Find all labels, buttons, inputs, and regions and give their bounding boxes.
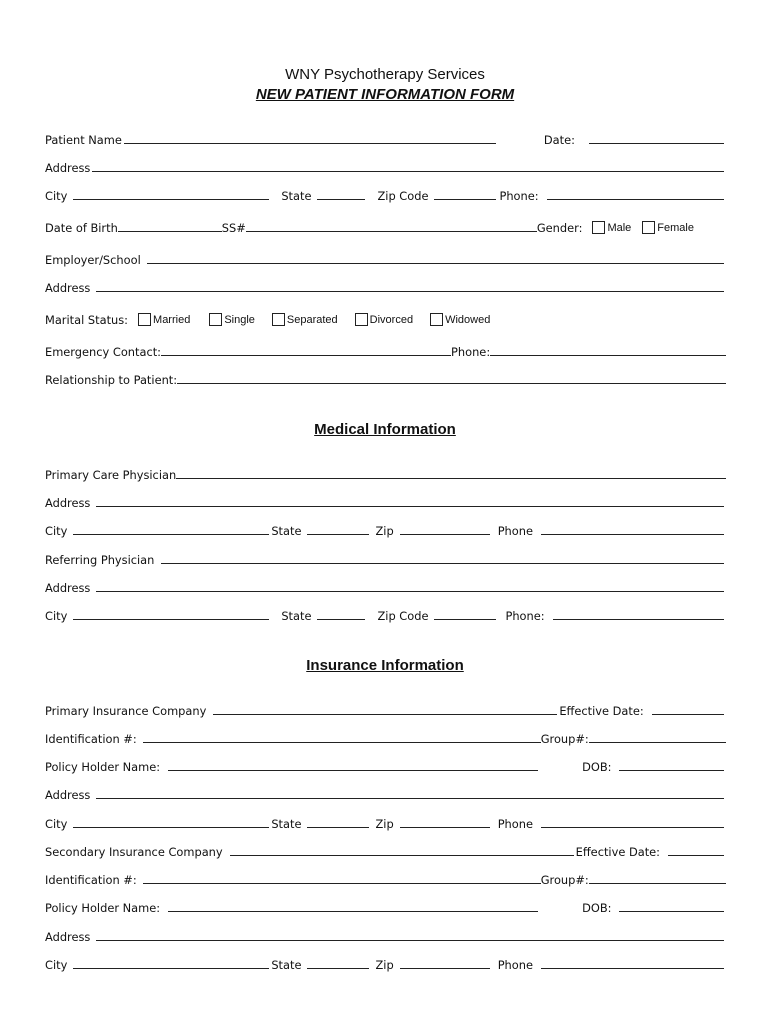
ref-address-label: Address — [45, 581, 91, 595]
marital-married-checkbox[interactable] — [138, 313, 151, 326]
effective-date-field[interactable] — [652, 714, 724, 715]
marital-widowed-label: Widowed — [445, 314, 491, 326]
zip-code-label: Zip Code — [377, 189, 429, 203]
ins-zip-label: Zip — [375, 817, 394, 831]
date-field[interactable] — [589, 143, 724, 144]
address-label: Address — [45, 161, 91, 175]
ins-state-field[interactable] — [307, 827, 369, 828]
employer-field[interactable] — [147, 263, 724, 264]
pcp-row — [45, 466, 726, 482]
employer-row — [45, 251, 726, 267]
sec-policy-holder-field[interactable] — [168, 911, 538, 912]
pcp-phone-label: Phone — [497, 524, 533, 538]
marital-widowed-checkbox[interactable] — [430, 313, 443, 326]
relationship-label: Relationship to Patient: — [45, 373, 178, 387]
ins-phone-field[interactable] — [541, 827, 724, 828]
marital-single-label: Single — [224, 314, 255, 326]
marital-status-label: Marital Status: — [45, 313, 129, 327]
date-label: Date: — [543, 133, 575, 147]
sec-city-field[interactable] — [73, 968, 269, 969]
ins-address-row — [45, 786, 726, 802]
sec-policy-holder-row — [45, 899, 726, 915]
ref-city-row — [45, 607, 726, 623]
patient-name-field[interactable] — [124, 143, 496, 144]
ins-city-field[interactable] — [73, 827, 269, 828]
sec-holder-dob-field[interactable] — [619, 911, 724, 912]
emergency-contact-label: Emergency Contact: — [45, 345, 162, 359]
ins-zip-field[interactable] — [400, 827, 490, 828]
ref-address-field[interactable] — [96, 591, 724, 592]
pcp-state-label: State — [271, 524, 302, 538]
group-label: Group#: — [540, 732, 589, 746]
holder-dob-label: DOB: — [582, 760, 612, 774]
ssn-field[interactable] — [246, 231, 537, 232]
sec-identification-label: Identification #: — [45, 873, 137, 887]
sec-identification-field[interactable] — [143, 883, 541, 884]
marital-status-row — [45, 311, 726, 327]
patient-name-label: Patient Name — [45, 133, 122, 147]
zip-code-field[interactable] — [434, 199, 496, 200]
relationship-row — [45, 371, 726, 387]
sec-city-label: City — [45, 958, 68, 972]
ref-city-field[interactable] — [73, 619, 269, 620]
emergency-phone-field[interactable] — [490, 355, 726, 356]
city-label: City — [45, 189, 68, 203]
marital-separated-checkbox[interactable] — [272, 313, 285, 326]
holder-dob-field[interactable] — [619, 770, 724, 771]
pcp-label: Primary Care Physician — [45, 468, 177, 482]
sec-group-field[interactable] — [589, 883, 726, 884]
state-label: State — [281, 189, 312, 203]
identification-row — [45, 730, 726, 746]
gender-male-checkbox[interactable] — [592, 221, 605, 234]
dob-row — [45, 219, 726, 235]
city-field[interactable] — [73, 199, 269, 200]
policy-holder-row — [45, 758, 726, 774]
sec-policy-holder-label: Policy Holder Name: — [45, 901, 161, 915]
gender-female-checkbox[interactable] — [642, 221, 655, 234]
sec-phone-field[interactable] — [541, 968, 724, 969]
marital-single-checkbox[interactable] — [209, 313, 222, 326]
emergency-contact-row — [45, 343, 726, 359]
form-title: NEW PATIENT INFORMATION FORM — [255, 86, 515, 103]
patient-city-row — [45, 187, 726, 203]
ref-phone-label: Phone: — [505, 609, 545, 623]
sec-address-row — [45, 928, 726, 944]
pcp-state-field[interactable] — [307, 534, 369, 535]
secondary-insurance-field[interactable] — [230, 855, 574, 856]
referring-physician-label: Referring Physician — [45, 553, 155, 567]
sec-phone-label: Phone — [497, 958, 533, 972]
ins-city-label: City — [45, 817, 68, 831]
pcp-address-field[interactable] — [96, 506, 724, 507]
sec-city-row — [45, 956, 726, 972]
ref-address-row — [45, 579, 726, 595]
relationship-field[interactable] — [177, 383, 726, 384]
marital-married-label: Married — [153, 314, 191, 326]
identification-field[interactable] — [143, 742, 541, 743]
pcp-address-label: Address — [45, 496, 91, 510]
dob-label: Date of Birth — [45, 221, 118, 235]
gender-female-label: Female — [657, 222, 694, 234]
emergency-phone-label: Phone: — [451, 345, 491, 359]
pcp-city-field[interactable] — [73, 534, 269, 535]
marital-divorced-checkbox[interactable] — [355, 313, 368, 326]
employer-address-row — [45, 279, 726, 295]
pcp-zip-label: Zip — [375, 524, 394, 538]
sec-state-field[interactable] — [307, 968, 369, 969]
phone-label: Phone: — [499, 189, 539, 203]
gender-label: Gender: — [536, 221, 583, 235]
sec-zip-label: Zip — [375, 958, 394, 972]
ref-city-label: City — [45, 609, 68, 623]
sec-effective-date-label: Effective Date: — [575, 845, 661, 859]
pcp-phone-field[interactable] — [541, 534, 724, 535]
pcp-address-row — [45, 494, 726, 510]
secondary-insurance-row — [45, 843, 726, 859]
pcp-zip-field[interactable] — [400, 534, 490, 535]
employer-address-label: Address — [45, 281, 91, 295]
sec-identification-row — [45, 871, 726, 887]
insurance-information-heading: Insurance Information — [306, 657, 464, 674]
marital-separated-label: Separated — [286, 314, 338, 326]
group-field[interactable] — [589, 742, 726, 743]
primary-insurance-label: Primary Insurance Company — [45, 704, 207, 718]
primary-insurance-row — [45, 702, 726, 718]
secondary-insurance-label: Secondary Insurance Company — [45, 845, 223, 859]
pcp-city-label: City — [45, 524, 68, 538]
phone-field[interactable] — [547, 199, 724, 200]
identification-label: Identification #: — [45, 732, 137, 746]
ins-address-field[interactable] — [96, 798, 724, 799]
ref-phone-field[interactable] — [553, 619, 724, 620]
sec-effective-date-field[interactable] — [668, 855, 724, 856]
sec-zip-field[interactable] — [400, 968, 490, 969]
emergency-contact-field[interactable] — [161, 355, 451, 356]
ins-phone-label: Phone — [497, 817, 533, 831]
address-field[interactable] — [92, 171, 724, 172]
ssn-label: SS# — [221, 221, 246, 235]
employer-label: Employer/School — [45, 253, 141, 267]
referring-physician-field[interactable] — [161, 563, 724, 564]
state-field[interactable] — [317, 199, 365, 200]
dob-field[interactable] — [118, 231, 222, 232]
sec-state-label: State — [271, 958, 302, 972]
ref-zip-label: Zip Code — [377, 609, 429, 623]
pcp-city-row — [45, 522, 726, 538]
medical-information-heading: Medical Information — [314, 421, 456, 438]
gender-male-label: Male — [607, 222, 632, 234]
sec-group-label: Group#: — [540, 873, 589, 887]
pcp-field[interactable] — [176, 478, 726, 479]
ins-address-label: Address — [45, 788, 91, 802]
sec-address-label: Address — [45, 930, 91, 944]
primary-insurance-field[interactable] — [213, 714, 557, 715]
policy-holder-label: Policy Holder Name: — [45, 760, 161, 774]
ref-state-label: State — [281, 609, 312, 623]
policy-holder-field[interactable] — [168, 770, 538, 771]
patient-address-row — [45, 159, 726, 175]
organization-name: WNY Psychotherapy Services — [285, 66, 485, 83]
ins-city-row — [45, 815, 726, 831]
ins-state-label: State — [271, 817, 302, 831]
ref-state-field[interactable] — [317, 619, 365, 620]
patient-name-row — [45, 131, 726, 147]
referring-row — [45, 551, 726, 567]
marital-divorced-label: Divorced — [369, 314, 414, 326]
sec-address-field[interactable] — [96, 940, 724, 941]
sec-holder-dob-label: DOB: — [582, 901, 612, 915]
employer-address-field[interactable] — [96, 291, 724, 292]
ref-zip-field[interactable] — [434, 619, 496, 620]
effective-date-label: Effective Date: — [559, 704, 644, 718]
